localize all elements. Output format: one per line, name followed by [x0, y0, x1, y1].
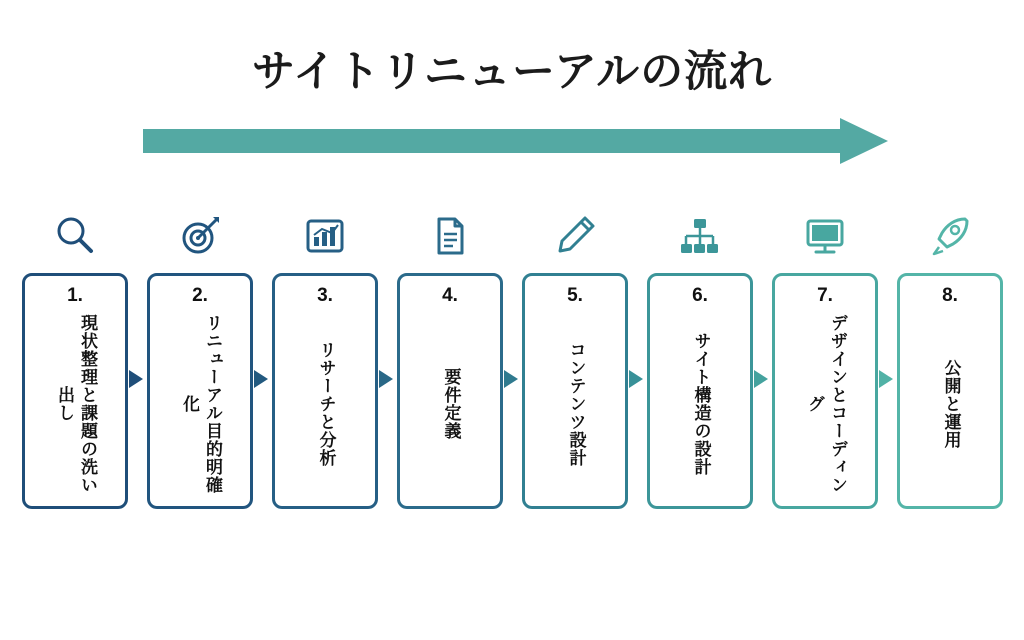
step-card	[772, 273, 878, 509]
step-label: 公開と運用	[941, 359, 961, 450]
process-direction-arrow	[143, 118, 888, 164]
magnifier-icon	[22, 205, 128, 267]
step-card	[147, 273, 253, 509]
process-step-5[interactable]	[522, 205, 628, 509]
rocket-icon	[897, 205, 1003, 267]
step-number: 8.	[942, 285, 958, 306]
connector-7	[878, 205, 897, 515]
process-step-4[interactable]	[397, 205, 503, 509]
process-step-1[interactable]	[22, 205, 128, 509]
step-label: リサーチと分析	[316, 341, 336, 468]
process-step-6[interactable]	[647, 205, 753, 509]
step-label: コンテンツ設計	[566, 341, 586, 468]
step-card	[647, 273, 753, 509]
connector-6	[753, 205, 772, 515]
step-number: 2.	[192, 285, 208, 306]
step-number: 1.	[67, 285, 83, 306]
step-number: 7.	[817, 285, 833, 306]
step-card	[272, 273, 378, 509]
pencil-icon	[522, 205, 628, 267]
sitemap-icon	[647, 205, 753, 267]
process-step-3[interactable]	[272, 205, 378, 509]
connector-3	[378, 205, 397, 515]
document-icon	[397, 205, 503, 267]
connector-1	[128, 205, 147, 515]
process-steps	[22, 205, 1006, 515]
connector-4	[503, 205, 522, 515]
step-label: 要件定義	[441, 368, 461, 441]
connector-5	[628, 205, 647, 515]
page-title: サイトリニューアルの流れ	[251, 48, 773, 96]
arrow-shaft	[143, 129, 843, 153]
process-step-2[interactable]	[147, 205, 253, 509]
step-card	[897, 273, 1003, 509]
process-step-8[interactable]	[897, 205, 1003, 509]
step-card	[22, 273, 128, 509]
step-number: 5.	[567, 285, 583, 306]
step-label: デザインとコーディング	[805, 314, 847, 495]
step-number: 6.	[692, 285, 708, 306]
step-label: 現状整理と課題の洗い出し	[55, 314, 97, 495]
connector-2	[253, 205, 272, 515]
bar-chart-icon	[272, 205, 378, 267]
arrow-head	[840, 118, 888, 164]
step-number: 4.	[442, 285, 458, 306]
step-label: リニューアル目的明確化	[180, 314, 222, 495]
step-label: サイト構造の設計	[691, 332, 711, 477]
monitor-icon	[772, 205, 878, 267]
target-icon	[147, 205, 253, 267]
step-card	[522, 273, 628, 509]
step-number: 3.	[317, 285, 333, 306]
process-step-7[interactable]	[772, 205, 878, 509]
step-card	[397, 273, 503, 509]
